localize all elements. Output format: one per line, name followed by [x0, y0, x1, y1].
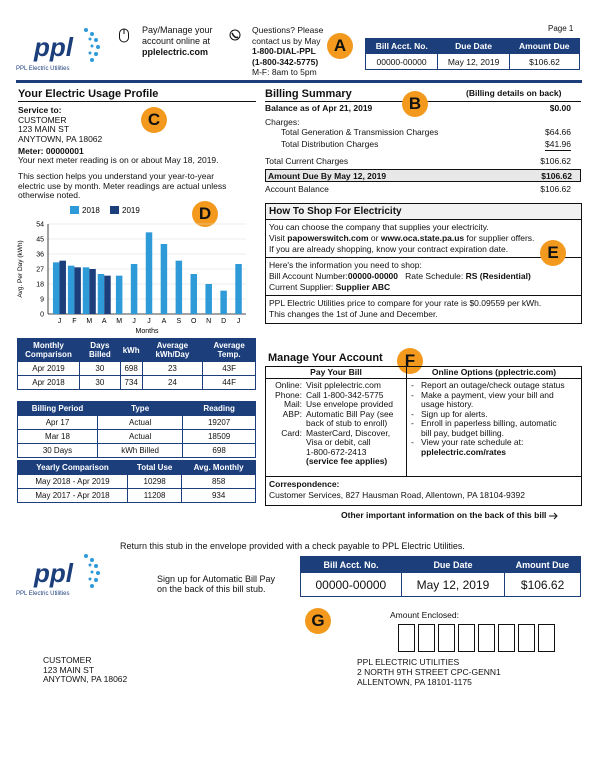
logo-subtitle: PPL Electric Utilities [16, 66, 70, 72]
online-pay-link[interactable]: Visit pplelectric.com [306, 380, 381, 390]
arrow-right-icon [549, 512, 559, 520]
stub-logo-subtitle: PPL Electric Utilities [16, 591, 70, 597]
x-tick-label: J [236, 318, 241, 325]
legend-swatch [110, 206, 119, 214]
y-tick-label: 36 [36, 251, 44, 259]
billing-details-note: (Billing details on back) [466, 88, 562, 98]
usage-chart [8, 202, 250, 334]
bar-2019 [59, 261, 66, 314]
phone-icon [229, 29, 241, 43]
table-row: Apr 2018 30 734 24 44F [18, 376, 256, 390]
bar-2019 [89, 269, 96, 314]
bar-2018 [116, 276, 123, 314]
callout-badge-b: B [402, 91, 428, 117]
table-row: Apr 2019 30 698 23 43F [18, 362, 256, 376]
yearly-comparison-table: Yearly Comparison Total Use Avg. Monthly May 2018 - Apr 2019 10298 858 May 2017 - Apr 2018 11208 934 [17, 460, 256, 503]
bar-2018 [205, 284, 212, 314]
page-number: Page 1 [548, 24, 574, 33]
other-info-note: Other important information on the back of this bill [341, 510, 559, 520]
x-tick-label: D [221, 318, 227, 325]
monthly-comparison-table [17, 338, 256, 390]
col-avg-kwh: Average kWh/Day [142, 339, 203, 362]
rates-link[interactable]: pplelectric.com/rates [421, 446, 507, 457]
shop-title: How To Shop For Electricity [266, 204, 581, 220]
x-tick-label: M [86, 318, 93, 325]
mouse-icon [118, 27, 130, 45]
table-row: Apr 17 Actual 19207 [18, 416, 256, 430]
callout-badge-g: G [305, 608, 331, 634]
callout-badge-e: E [540, 240, 566, 266]
legend-label: 2019 [122, 206, 140, 215]
table-row: 30 Days kWh Billed 698 [18, 444, 256, 458]
col-monthly: Monthly Comparison [18, 339, 80, 362]
shop-box: How To Shop For Electricity You can choose the company that supplies your electricity. Visit papowerswitch.com or www.oca.state.pa.us for supplier offers. If you are already shopping, know your contract expiration date. Here's the information you need to shop: Bill Account Number:00000-00000 Rate Schedule: RS (Residential) Current Supplier: Supplier ABC PPL Electric Utilities price to compare for your rate is $0.09559 per kWh. This changes the 1st of June and December. [265, 203, 582, 324]
y-tick-label: 0 [40, 311, 44, 319]
customer-address: CUSTOMER 123 MAIN ST ANYTOWN, PA 18062 [43, 655, 128, 684]
papowerswitch-link[interactable]: papowerswitch.com [287, 233, 369, 243]
x-tick-label: A [101, 318, 107, 325]
bar-2018 [68, 266, 75, 314]
y-tick-label: 18 [36, 281, 44, 289]
x-tick-label: J [132, 318, 136, 325]
header-account-table [365, 38, 580, 70]
amount-enclosed-label: Amount Enclosed: [390, 610, 459, 620]
bar-2018 [53, 262, 60, 314]
bar-2018 [146, 232, 153, 314]
table-row: Mar 18 Actual 18509 [18, 430, 256, 444]
x-tick-label: O [191, 318, 197, 325]
profile-note: This section helps you understand your year-to-year electric use by month. Meter readings are actual unless otherwise noted. [18, 171, 227, 200]
x-tick-label: S [176, 318, 182, 325]
legend-swatch [70, 206, 79, 214]
logo-text: ppl [34, 32, 73, 62]
x-tick-label: N [206, 318, 212, 325]
questions-text: Questions? Please contact us by May 1-800-DIAL-PPL (1-800-342-5775) M-F: 8am to 5pm [252, 25, 324, 77]
manage-account-title: Manage Your Account [268, 352, 383, 364]
bar-2018 [98, 274, 105, 314]
y-tick-label: 27 [36, 266, 44, 274]
col-avg-temp: Average Temp. [203, 339, 256, 362]
y-tick-label: 9 [40, 296, 44, 304]
amount-enclosed-boxes[interactable] [398, 624, 555, 652]
x-tick-label: A [161, 318, 167, 325]
x-tick-label: F [72, 318, 77, 325]
callout-badge-c: C [141, 107, 167, 133]
due-header: Due Date [438, 39, 510, 54]
billing-period-table: Billing Period Type Reading Apr 17 Actual 19207 Mar 18 Actual 18509 30 Days kWh Billed 698 [17, 401, 256, 458]
summary-block: Balance as of Apr 21, 2019 $0.00 Charges: Total Generation & Transmission Charges $64.66 Total Distribution Charges $41.96 Total Current Charges $106.62 Amount Due By May 12, 2019 $106.62 Account Balance $106.62 [265, 103, 581, 196]
stub-logo-text: ppl [34, 558, 73, 588]
col-days: Days Billed [80, 339, 121, 362]
y-tick-label: 54 [36, 221, 44, 229]
bar-2018 [161, 244, 168, 314]
col-kwh: kWh [120, 339, 142, 362]
callout-badge-f: F [397, 348, 423, 374]
pay-online-text: Pay/Manage your account online at pplelectric.com [142, 25, 213, 57]
pay-url-link[interactable]: pplelectric.com [142, 47, 209, 57]
bar-2019 [104, 276, 111, 314]
bar-2018 [176, 261, 183, 314]
amount-value: $106.62 [510, 54, 580, 70]
y-axis-label: Avg. Per Day (kWh) [17, 240, 24, 298]
bar-2018 [83, 267, 90, 314]
billing-summary-title: Billing Summary [265, 88, 352, 100]
bar-2018 [131, 264, 138, 314]
stub-return-note: Return this stub in the envelope provided with a check payable to PPL Electric Utilities. [120, 541, 465, 551]
acct-value: 00000-00000 [366, 54, 438, 70]
amount-header: Amount Due [510, 39, 580, 54]
next-reading: Your next meter reading is on or about May 18, 2019. [18, 155, 219, 165]
ppl-remit-address: PPL ELECTRIC UTILITIES 2 NORTH 9TH STREET CPC-GENN1 ALLENTOWN, PA 18101-1175 [357, 657, 501, 687]
due-value: May 12, 2019 [438, 54, 510, 70]
bar-2018 [235, 264, 242, 314]
bar-2018 [220, 291, 227, 314]
callout-badge-d: D [192, 201, 218, 227]
manage-box: Pay Your Bill Online Options (pplectric.com) Online: Visit pplelectric.com Phone: Call 1-800-342-5775 Mail: Use envelope provided ABP: Automatic Bill Pay (see back of stub to enroll) Card: MasterCard, Discover, Visa or debit, call 1-800-672-2413 (service fee applies) - Report an outage/check outage status - Make a payment, view your bill and usage history. - Sign up for alerts. - Enroll in paperless billing, automatic bill pay, budget billing. - View your rate schedule at: pplelectric.com/rates Correspondence: Customer Services, 827 Hausman Road, Allentown, PA 18104-9392 [265, 366, 582, 506]
bar-2019 [74, 267, 81, 314]
service-block: Service to: CUSTOMER 123 MAIN ST ANYTOWN, PA 18062 [18, 105, 103, 144]
title-underline-left [18, 101, 256, 102]
stub-divider [0, 528, 600, 529]
table-row: May 2018 - Apr 2019 10298 858 [18, 475, 256, 489]
acct-header: Bill Acct. No. [366, 39, 438, 54]
bar-2018 [191, 274, 198, 314]
x-axis-label: Months [135, 328, 159, 334]
header-divider [16, 80, 582, 83]
meter-number: Meter: 00000001 [18, 146, 84, 156]
callout-badge-a: A [327, 33, 353, 59]
x-tick-label: M [116, 318, 123, 325]
y-tick-label: 45 [36, 236, 44, 244]
table-row: May 2017 - Apr 2018 11208 934 [18, 489, 256, 503]
x-tick-label: J [147, 318, 151, 325]
oca-link[interactable]: www.oca.state.pa.us [380, 233, 465, 243]
signup-note: Sign up for Automatic Bill Pay on the back of this bill stub. [157, 574, 276, 594]
legend-label: 2018 [82, 206, 100, 215]
stub-account-table: Bill Acct. No. Due Date Amount Due 00000-00000 May 12, 2019 $106.62 [300, 556, 581, 597]
x-tick-label: J [57, 318, 62, 325]
usage-profile-title: Your Electric Usage Profile [18, 88, 159, 100]
